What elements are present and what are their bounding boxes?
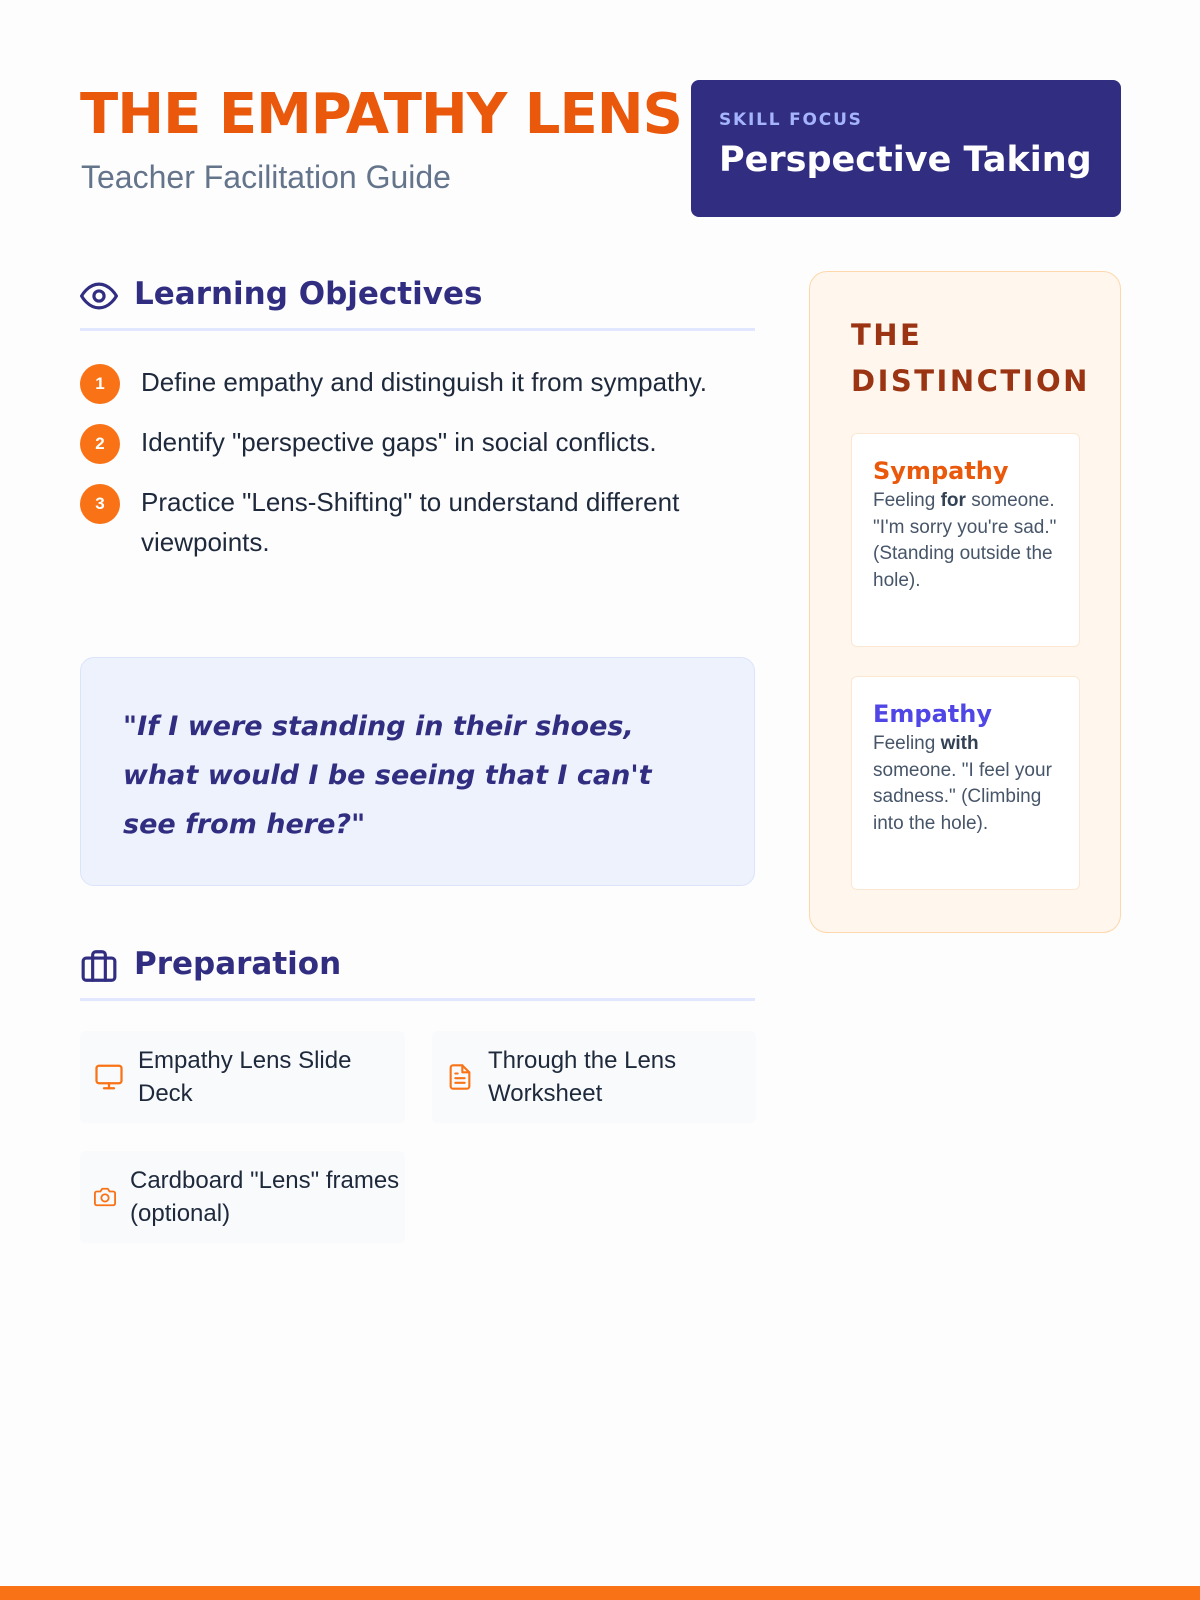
- reflection-quote-box: [80, 657, 755, 886]
- definition-text: someone. "I'm sorry you're sad." (Standing outside the hole).: [873, 490, 1057, 591]
- material-item: [432, 1031, 756, 1123]
- bottom-accent-bar: [0, 1586, 1200, 1600]
- camera-icon: [94, 1186, 116, 1208]
- skill-focus-value: Perspective Taking: [719, 140, 1092, 180]
- objective-text: Define empathy and distinguish it from sympathy.: [141, 367, 708, 397]
- objective-number-badge: 1: [80, 364, 120, 404]
- objective-item: [80, 362, 760, 402]
- material-label: Through the Lens Worksheet: [488, 1047, 677, 1107]
- sympathy-card: [851, 433, 1080, 647]
- empathy-card: [851, 676, 1080, 890]
- definition-text: someone. "I feel your sadness." (Climbing into the hole).: [873, 759, 1052, 834]
- material-label: Empathy Lens Slide Deck: [138, 1047, 352, 1107]
- objective-number-badge: 2: [80, 424, 120, 464]
- objective-text: Identify "perspective gaps" in social conflicts.: [141, 427, 657, 457]
- objective-number-badge: 3: [80, 484, 120, 524]
- material-label: Cardboard "Lens" frames (optional): [130, 1167, 400, 1227]
- distinction-panel: [809, 271, 1121, 933]
- objective-text: Practice "Lens-Shifting" to understand different viewpoints.: [141, 487, 680, 557]
- preparation-section-header: [80, 939, 755, 1001]
- empathy-definition: [873, 731, 1059, 837]
- objective-item: [80, 482, 760, 562]
- preparation-heading: Preparation: [134, 946, 342, 982]
- reflection-quote: "If I were standing in their shoes, what would I be seeing that I can't see from here?": [123, 711, 652, 840]
- document-icon: [446, 1063, 474, 1091]
- definition-prefix: Feeling: [873, 490, 941, 511]
- objectives-heading: Learning Objectives: [134, 276, 483, 312]
- definition-emphasis: for: [940, 490, 966, 511]
- briefcase-icon: [80, 947, 118, 985]
- objective-item: [80, 422, 760, 462]
- distinction-title: THE DISTINCTION: [851, 318, 1090, 398]
- page-subtitle: Teacher Facilitation Guide: [81, 159, 451, 195]
- objectives-list: [80, 362, 760, 582]
- material-item: [80, 1151, 405, 1243]
- empathy-term: Empathy: [873, 700, 992, 728]
- objectives-section-header: [80, 269, 755, 331]
- monitor-icon: [94, 1062, 124, 1092]
- sympathy-term: Sympathy: [873, 457, 1009, 485]
- skill-focus-card: [691, 80, 1121, 217]
- definition-prefix: Feeling: [873, 733, 941, 754]
- page-title: THE EMPATHY LENS: [80, 82, 682, 147]
- definition-emphasis: with: [940, 733, 979, 754]
- skill-focus-label: SKILL FOCUS: [719, 110, 863, 130]
- sympathy-definition: [873, 488, 1059, 594]
- eye-icon: [80, 277, 118, 315]
- material-item: [80, 1031, 405, 1123]
